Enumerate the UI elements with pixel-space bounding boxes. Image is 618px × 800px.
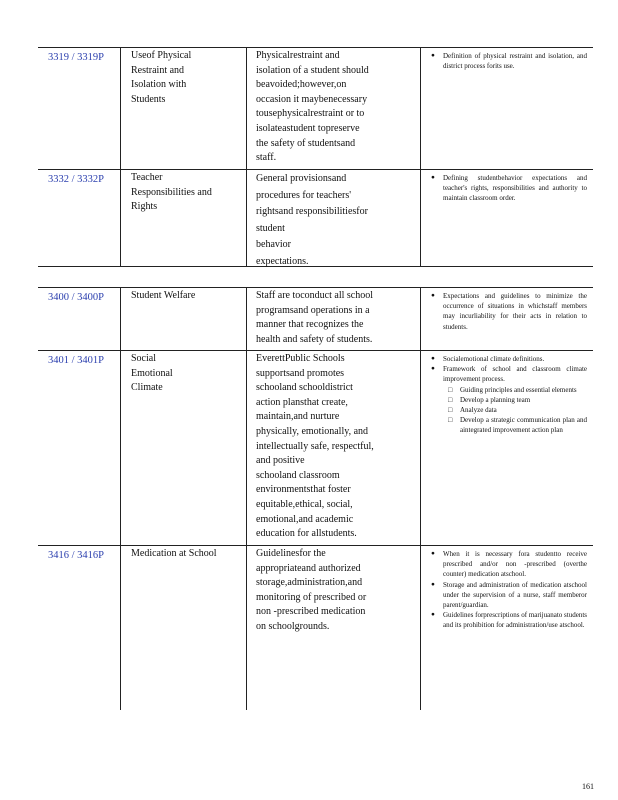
policy-description-cell: [247, 48, 421, 169]
policy-topics-cell: [421, 288, 593, 350]
topic-item: ● Storage and administration of medication atschool under the supervision of a nurse, staff memberor parent/guardian.: [443, 580, 587, 611]
policy-topics-cell: [421, 48, 593, 169]
policy-title-cell: [121, 546, 247, 710]
sub-topic-item: □ Analyze data: [460, 405, 587, 415]
policy-table-1: [38, 47, 593, 267]
policy-table-2: [38, 287, 593, 710]
policy-title: Useof Physical Restraint and Isolation with Students: [131, 50, 192, 105]
table-row: [38, 288, 593, 351]
sub-topic-list: [443, 385, 587, 436]
topic-item: ● Guidelines forprescriptions of marijuanato students and its prohibition for administration/use atschool.: [443, 610, 587, 630]
policy-title-cell: [121, 351, 247, 545]
policy-title: Social Emotional Climate: [131, 353, 173, 393]
policy-code-cell: [38, 546, 121, 710]
policy-code-cell: [38, 288, 121, 350]
sub-topic-item: □ Develop a strategic communication plan and aintegrated improvement action plan: [460, 415, 587, 435]
policy-title-cell: [121, 170, 247, 266]
table-row: [38, 546, 593, 710]
policy-topics-cell: [421, 170, 593, 266]
page-number: 161: [582, 782, 594, 791]
topic-item: ● Definition of physical restraint and isolation, and district process forits use.: [443, 51, 587, 71]
topic-item: ● Framework of school and classroom climate improvement process. □ Guiding principles and essential elements □ Develop a planning team □ Analyze data □ Develop a strategic communication plan and aintegrated improvement action plan: [443, 364, 587, 435]
policy-title: Teacher Responsibilities and Rights: [131, 172, 212, 212]
topic-item: ● When it is necessary fora studentto receive prescribed and/or non -prescribed (overthe counter) medication atschool.: [443, 549, 587, 580]
topic-list: [421, 351, 593, 436]
policy-code: 3319 / 3319P: [48, 52, 105, 63]
policy-description-cell: [247, 170, 421, 266]
policy-topics-cell: [421, 351, 593, 545]
topic-item: ● Expectations and guidelines to minimize the occurrence of situations in whichstaff members may incurliability for their acts in relation to students.: [443, 291, 587, 332]
topic-list: [421, 288, 593, 332]
topic-list: [421, 48, 593, 71]
table-row: [38, 170, 593, 267]
policy-title-cell: [121, 48, 247, 169]
policy-code-cell: [38, 48, 121, 169]
policy-description: General provisionsand procedures for teachers' rightsand responsibilitiesfor student behavior expectations.: [256, 173, 368, 267]
policy-description-cell: [247, 546, 421, 710]
policy-code-cell: [38, 351, 121, 545]
topic-list: [421, 170, 593, 204]
policy-description-cell: [247, 351, 421, 545]
policy-code: 3332 / 3332P: [48, 174, 105, 185]
sub-topic-item: □ Guiding principles and essential elements: [460, 385, 587, 395]
table-row: [38, 351, 593, 546]
policy-title: Medication at School: [131, 548, 217, 559]
policy-description: Physicalrestraint and isolation of a student should beavoided;however,on occasion it maybenecessary tousephysicalrestraint or to isolateastudent topreserve the safety of studentsand staff.: [256, 50, 369, 164]
table-row: [38, 48, 593, 170]
topic-item: ● Defining studentbehavior expectations and teacher's rights, responsibilities and authority to maintain classroom order.: [443, 173, 587, 204]
sub-topic-item: □ Develop a planning team: [460, 395, 587, 405]
policy-code: 3400 / 3400P: [48, 292, 105, 303]
policy-topics-cell: [421, 546, 593, 710]
policy-description: EverettPublic Schools supportsand promotes schooland schooldistrict action plansthat create, maintain,and nurture physically, emotionally, and intellectually safe, respectful, and positive schooland classroom environmentsthat foster equitable,ethical, social, emotional,and academic education for allstudents.: [256, 353, 374, 540]
policy-code: 3416 / 3416P: [48, 550, 105, 561]
policy-code: 3401 / 3401P: [48, 355, 105, 366]
policy-code-cell: [38, 170, 121, 266]
topic-item: ● Socialemotional climate definitions.: [443, 354, 587, 364]
policy-title-cell: [121, 288, 247, 350]
policy-title: Student Welfare: [131, 290, 196, 301]
policy-description: Guidelinesfor the appropriateand authorized storage,administration,and monitoring of prescribed or non -prescribed medication on schoolgrounds.: [256, 548, 367, 632]
topic-list: [421, 546, 593, 631]
policy-description: Staff are toconduct all school programsand operations in a manner that recognizes the health and safety of students.: [256, 290, 374, 345]
policy-description-cell: [247, 288, 421, 350]
